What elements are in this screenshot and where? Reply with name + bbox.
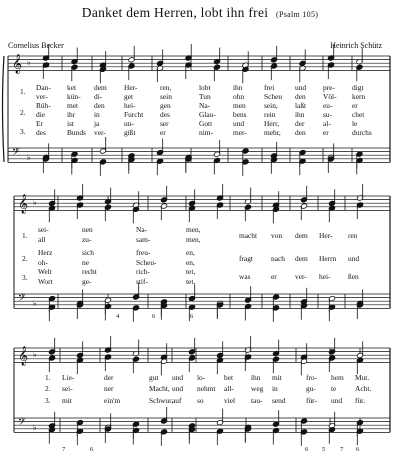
lyric-syllable: get <box>124 92 134 101</box>
lyric-syllable: Rüh- <box>36 101 51 110</box>
lyric-syllable: nim- <box>199 128 213 137</box>
svg-text:𝄢: 𝄢 <box>18 416 26 430</box>
lyric-syllable: fragt <box>239 254 253 263</box>
lyric-syllable: tet, <box>186 277 196 286</box>
lyric-syllable: lobt <box>199 83 211 92</box>
lyric-syllable: den <box>94 101 105 110</box>
lyric-syllable: den <box>295 128 306 137</box>
lyric-syllable: Wort <box>38 277 53 286</box>
lyric-syllable: 2. <box>45 384 51 393</box>
svg-text:𝄞: 𝄞 <box>18 194 29 214</box>
lyric-syllable: mit <box>62 396 72 405</box>
lyric-syllable: gißt <box>124 128 136 137</box>
svg-text:♭: ♭ <box>33 299 37 308</box>
verse-number-2: 2. <box>22 254 28 263</box>
lyric-syllable: fro- <box>306 373 318 382</box>
lyric-syllable: dem <box>295 254 308 263</box>
psalm-reference: (Psalm 105) <box>276 10 319 19</box>
lyric-syllable: so <box>197 396 204 405</box>
lyric-syllable: nehmt <box>197 384 216 393</box>
lyric-syllable: oh- <box>38 258 48 267</box>
lyric-syllable: nen <box>82 225 93 234</box>
lyric-syllable: ne <box>82 258 89 267</box>
lyric-syllable: ist <box>67 119 74 128</box>
lyric-syllable: Welt <box>38 267 52 276</box>
lyric-syllable: sein, <box>264 101 278 110</box>
lyricist-credit: Cornelius Becker <box>8 41 64 50</box>
lyric-syllable: Furcht <box>124 110 144 119</box>
figured-bass-number: 6 <box>305 446 309 453</box>
verse-number-3: 3. <box>20 127 26 136</box>
lyric-syllable: laßt <box>295 101 307 110</box>
lyric-syllable: Acht. <box>355 384 372 393</box>
lyric-syllable: tau- <box>251 396 263 405</box>
svg-text:♭: ♭ <box>27 58 31 67</box>
lyric-syllable: ge- <box>82 277 92 286</box>
lyric-syllable: Herrn <box>319 254 337 263</box>
lyric-syllable: ver- <box>295 272 307 281</box>
svg-text:𝄞: 𝄞 <box>12 54 23 74</box>
lyric-syllable: und <box>233 119 245 128</box>
lyric-syllable: Völ- <box>323 92 337 101</box>
lyric-syllable: eu- <box>323 101 333 110</box>
lyric-syllable: für. <box>355 396 366 405</box>
lyric-syllable: Herz <box>38 248 53 257</box>
verse-number-2: 2. <box>20 108 26 117</box>
lyric-syllable: bens <box>233 110 247 119</box>
lyric-syllable: und <box>172 384 184 393</box>
lyric-syllable: die <box>36 110 46 119</box>
lyric-syllable: den <box>295 92 306 101</box>
svg-text:𝄞: 𝄞 <box>18 346 29 366</box>
lyric-syllable: met <box>67 101 79 110</box>
lyric-syllable: was <box>239 272 251 281</box>
lyric-syllable: der <box>295 119 305 128</box>
lyric-syllable: gen <box>160 101 171 110</box>
lyric-syllable: mit <box>272 373 282 382</box>
lyric-syllable: en, <box>186 258 195 267</box>
lyric-syllable: digt <box>352 83 364 92</box>
lyric-syllable: ohn <box>233 92 245 101</box>
lyric-syllable: gu- <box>306 384 316 393</box>
lyric-syllable: er <box>323 128 329 137</box>
verse-number-3: 3. <box>22 273 28 282</box>
lyric-syllable: su- <box>323 110 333 119</box>
lyric-syllable: kern <box>352 92 366 101</box>
lyric-syllable: hei- <box>124 101 136 110</box>
lyric-syllable: chet <box>352 110 365 119</box>
figured-bass-number: 5 <box>322 446 326 453</box>
lyric-syllable: von <box>271 231 283 240</box>
lyric-syllable: men, <box>186 235 201 244</box>
lyric-syllable: ihn <box>251 373 261 382</box>
lyric-syllable: für- <box>306 396 317 405</box>
lyric-syllable: Glau- <box>199 110 216 119</box>
lyric-syllable: 3. <box>45 396 51 405</box>
lyric-syllable: ja <box>94 119 100 128</box>
lyric-syllable: Herr, <box>264 119 280 128</box>
svg-text:♭: ♭ <box>27 153 31 162</box>
lyric-syllable: sich <box>82 248 94 257</box>
lyric-syllable: pre- <box>323 83 335 92</box>
lyric-syllable: er <box>160 128 166 137</box>
lyric-syllable: dem <box>295 231 308 240</box>
lyric-syllable: Er <box>36 119 43 128</box>
composer-credit: Heinrich Schütz <box>330 41 382 50</box>
lyric-syllable: und <box>331 396 343 405</box>
lyric-syllable: dem <box>94 83 107 92</box>
lyric-syllable: sei- <box>38 225 49 234</box>
lyric-syllable: te <box>331 384 337 393</box>
svg-text:𝄢: 𝄢 <box>18 292 26 306</box>
lyric-syllable: Her- <box>319 231 333 240</box>
figured-bass-number: 6 <box>190 313 194 320</box>
lyric-syllable: all <box>38 235 46 244</box>
figured-bass-number: 6 <box>90 446 94 453</box>
lyric-syllable: macht <box>239 231 258 240</box>
svg-text:♭: ♭ <box>33 423 37 432</box>
lyric-syllable: der <box>104 373 114 382</box>
lyric-syllable: all- <box>224 384 234 393</box>
lyric-syllable: Tun <box>199 92 211 101</box>
lyric-syllable: kün- <box>67 92 81 101</box>
lyric-syllable: mehr, <box>264 128 281 137</box>
lyric-syllable: Her- <box>124 83 138 92</box>
lyric-syllable: und <box>295 83 307 92</box>
lyric-syllable: ihn <box>233 83 243 92</box>
lyric-syllable: ner <box>104 384 114 393</box>
title-text: Danket dem Herren, lobt ihn frei <box>81 5 269 20</box>
lyric-syllable: Dan- <box>36 83 51 92</box>
figured-bass-number: 7 <box>62 446 66 453</box>
lyric-syllable: Schwur, <box>149 396 174 405</box>
lyric-syllable: ren, <box>160 83 172 92</box>
lyric-syllable: ihr <box>67 110 76 119</box>
lyric-syllable: viel <box>224 396 236 405</box>
lyric-syllable: ihn <box>295 110 305 119</box>
lyric-syllable: ser <box>160 119 169 128</box>
lyric-syllable: Na- <box>136 225 148 234</box>
lyric-syllable: recht <box>82 267 97 276</box>
svg-text:𝄢: 𝄢 <box>12 146 20 160</box>
svg-text:♭: ♭ <box>33 350 37 359</box>
lyric-syllable: er <box>271 272 277 281</box>
lyric-syllable: ein'm <box>104 396 121 405</box>
lyric-syllable: Macht, <box>149 384 170 393</box>
lyric-syllable: des <box>160 110 170 119</box>
lyric-syllable: lo- <box>197 373 206 382</box>
lyric-syllable: le <box>352 119 358 128</box>
lyric-syllable: ket <box>67 83 77 92</box>
lyric-syllable: Scheu- <box>136 258 157 267</box>
lyric-syllable: rich- <box>136 267 150 276</box>
lyric-syllable: weg <box>251 384 264 393</box>
figured-bass-number: 6 <box>152 313 156 320</box>
lyric-syllable: mer- <box>233 128 247 137</box>
lyric-syllable: hem <box>331 373 344 382</box>
lyric-syllable: al- <box>323 119 331 128</box>
lyric-syllable: en, <box>186 248 195 257</box>
lyric-syllable: men <box>233 101 246 110</box>
lyric-syllable: des <box>36 128 46 137</box>
lyric-syllable: sein <box>160 92 172 101</box>
lyric-syllable: Gott <box>199 119 213 128</box>
figured-bass-number: 4 <box>116 313 120 320</box>
svg-text:♭: ♭ <box>33 198 37 207</box>
lyric-syllable: Na- <box>199 101 211 110</box>
lyric-syllable: stif- <box>136 277 148 286</box>
lyric-syllable: ren <box>348 231 358 240</box>
lyric-syllable: auf <box>172 396 182 405</box>
lyric-syllable: 1. <box>45 373 51 382</box>
lyric-syllable: bet <box>224 373 234 382</box>
lyric-syllable: di- <box>94 92 103 101</box>
verse-number-1: 1. <box>22 231 28 240</box>
lyric-syllable: durchs <box>352 128 372 137</box>
lyric-syllable: und <box>348 254 360 263</box>
lyric-syllable: ßen <box>348 272 359 281</box>
lyric-syllable: in <box>272 384 278 393</box>
lyric-syllable: sei- <box>62 384 73 393</box>
lyric-syllable: Mut. <box>355 373 370 382</box>
lyric-syllable: rein <box>264 110 276 119</box>
verse-number-1: 1. <box>20 87 26 96</box>
lyric-syllable: zu- <box>82 235 92 244</box>
lyric-syllable: nach <box>271 254 285 263</box>
lyric-syllable: in <box>94 110 100 119</box>
lyric-syllable: Bunds <box>67 128 86 137</box>
figured-bass-number: 6 <box>356 446 360 453</box>
lyric-syllable: freu- <box>136 248 151 257</box>
lyric-syllable: er <box>352 101 358 110</box>
lyric-syllable: sam- <box>136 235 151 244</box>
lyric-syllable: ver- <box>94 128 106 137</box>
lyric-syllable: frei <box>264 83 275 92</box>
lyric-syllable: und <box>172 373 184 382</box>
lyric-syllable: send <box>272 396 286 405</box>
lyric-syllable: men, <box>186 225 201 234</box>
lyric-syllable: hei- <box>319 272 331 281</box>
lyric-syllable: tet, <box>186 267 196 276</box>
lyric-syllable: ver- <box>36 92 48 101</box>
lyric-syllable: Lie- <box>62 373 75 382</box>
figured-bass-number: 7 <box>340 446 344 453</box>
lyric-syllable: Scheu <box>264 92 283 101</box>
lyric-syllable: gut <box>149 373 159 382</box>
lyric-syllable: un- <box>124 119 134 128</box>
